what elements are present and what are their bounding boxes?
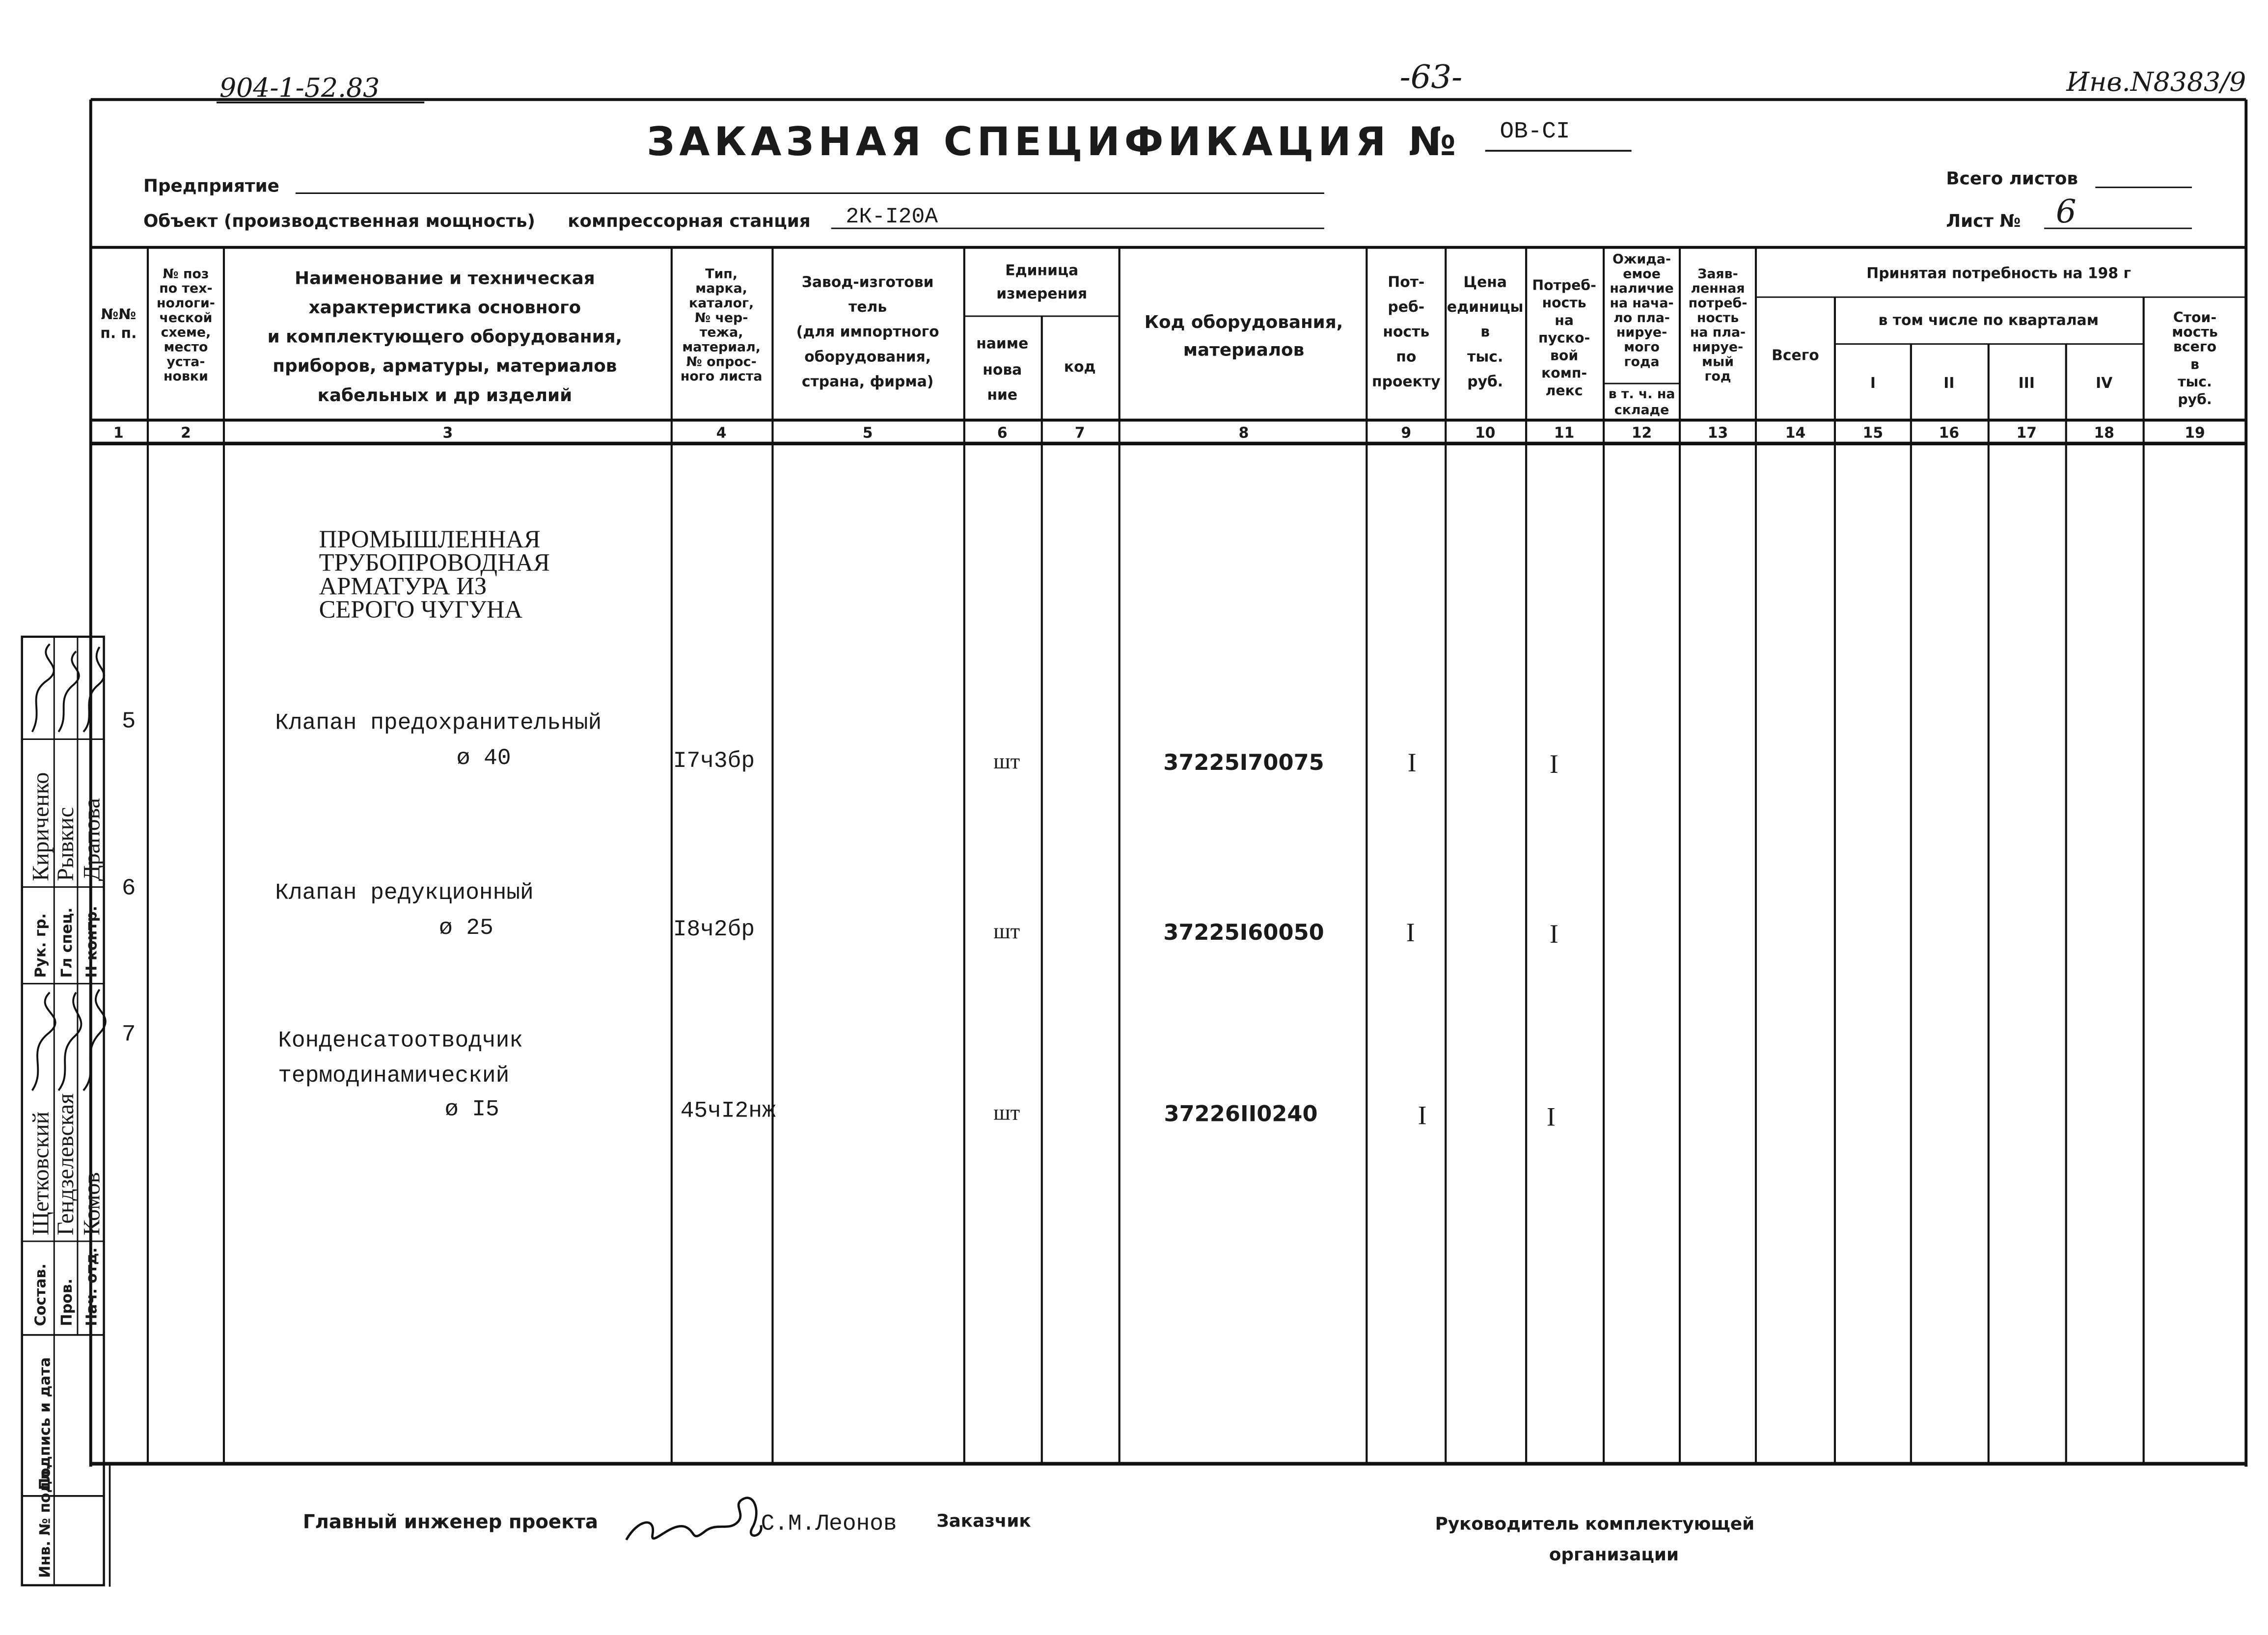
item-type: I8ч2бр — [673, 916, 755, 942]
item-code: 37226II0240 — [1164, 1101, 1318, 1127]
need-startup: I — [1549, 919, 1558, 949]
stamp-name: Драпова — [79, 798, 105, 881]
section-heading: ПРОМЫШЛЕННАЯ ТРУБОПРОВОДНАЯ АРМАТУРА ИЗ СЕРОГО ЧУГУНА — [319, 525, 550, 624]
col-9-header: Пот-реб-ность по проекту — [1372, 273, 1441, 391]
item-unit: шт — [993, 1100, 1020, 1125]
item-code: 37225I70075 — [1163, 750, 1324, 776]
document-code: 904-1-52.83 — [219, 72, 380, 103]
sheet-label: Лист № — [1946, 211, 2021, 232]
col-11-header: Потреб-ность на пуско-вой комп-лекс — [1532, 277, 1596, 399]
form-title: ЗАКАЗНАЯ СПЕЦИФИКАЦИЯ № — [647, 118, 1461, 165]
item-name: Конденсатоотводчик — [278, 1028, 523, 1054]
need-startup: I — [1546, 1102, 1556, 1132]
stamp-name: Гендзелевская — [53, 1093, 79, 1236]
col-number: 15 — [1862, 424, 1884, 442]
unit-group-header: Единица измерения — [996, 262, 1088, 303]
col-8-header: Код оборудования, материалов — [1144, 312, 1343, 360]
col-12-subheader: в т. ч. на складе — [1608, 386, 1675, 418]
item-size: ø 40 — [456, 745, 511, 771]
item-type: I7ч3бр — [673, 748, 755, 774]
stamp-name: Кириченко — [28, 772, 54, 881]
col-number: 4 — [716, 424, 727, 442]
object-label: Объект (производственная мощность) — [143, 211, 535, 232]
item-size: ø 25 — [439, 915, 493, 941]
table-row — [122, 708, 1558, 779]
col-number: 10 — [1475, 424, 1496, 442]
stamp-name: Комов — [79, 1172, 105, 1236]
stamp-role: Н контр. — [83, 905, 101, 978]
col-number: 7 — [1074, 424, 1085, 442]
spec-table-grid — [91, 247, 2246, 1587]
customer-label: Заказчик — [936, 1511, 1031, 1531]
quarters-group-header: в том числе по кварталам — [1878, 311, 2099, 329]
col-10-header: Цена единицы в тыс. руб. — [1447, 273, 1524, 391]
signature-date-label: Подпись и дата — [36, 1357, 54, 1490]
row-number: 6 — [121, 875, 136, 902]
chief-engineer-signature — [626, 1498, 761, 1540]
item-name: Клапан предохранительный — [275, 710, 602, 736]
accepted-group-header: Принятая потребность на 198 г — [1866, 265, 2131, 282]
col-number: 1 — [113, 424, 124, 442]
chief-engineer-label: Главный инженер проекта — [302, 1511, 599, 1533]
row-number: 7 — [121, 1021, 136, 1048]
col-3-header: Наименование и техническая характеристика основного и комплектующего оборудования, приборов, арматуры, материалов кабельных и др изделий — [267, 268, 623, 406]
stamp-name: Рывкис — [53, 807, 79, 881]
col-number: 13 — [1707, 424, 1728, 442]
col-number: 6 — [997, 424, 1008, 442]
col-1-header: №№ п. п. — [100, 305, 137, 342]
col-17-header: III — [2018, 375, 2035, 392]
col-15-header: I — [1870, 375, 1876, 392]
col-number: 5 — [862, 424, 873, 442]
col-number: 18 — [2094, 424, 2114, 442]
stamp-names — [28, 772, 105, 1235]
col-14-header: Всего — [1772, 347, 1819, 364]
col-5-header: Завод-изготови тель (для импортного оборудования, страна, фирма) — [796, 273, 939, 391]
col-12-header: Ожида-емое наличие на нача-ло пла-нируе-мого года — [1610, 251, 1674, 370]
item-code: 37225I60050 — [1163, 919, 1324, 945]
table-row — [122, 875, 1558, 949]
stamp-role: Состав. — [32, 1263, 50, 1326]
col-number: 14 — [1785, 424, 1806, 442]
col-19-header: Стои-мость всего в тыс. руб. — [2172, 309, 2218, 408]
col-13-header: Заяв-ленная потреб-ность на пла-нируе-мый год — [1688, 266, 1748, 384]
column-numbers-row — [113, 424, 2205, 441]
col-7-header: код — [1064, 358, 1096, 376]
column-headers — [100, 252, 2218, 418]
chief-engineer-name: С.М.Леонов — [761, 1511, 897, 1537]
need-startup: I — [1549, 749, 1558, 779]
col-number: 9 — [1401, 424, 1412, 442]
item-unit: шт — [993, 749, 1020, 774]
spec-number: ОВ-СI — [1500, 118, 1570, 145]
col-number: 2 — [181, 424, 191, 442]
item-unit: шт — [993, 918, 1020, 943]
stamp-role: Гл спец. — [58, 907, 76, 978]
inventory-number: Инв.N8383/9 — [2066, 66, 2246, 97]
col-number: 17 — [2016, 424, 2037, 442]
stamp-role: Нач. отд. — [83, 1247, 101, 1326]
item-name-line2: термодинамический — [278, 1063, 510, 1089]
stamp-role: Пров. — [58, 1279, 76, 1326]
inv-number-label: Инв. № подл. — [36, 1465, 54, 1578]
supplier-label: Руководитель комплектующей организации — [1435, 1514, 1755, 1565]
sheet-number: 6 — [2055, 193, 2077, 231]
stamp-name: Щетковский — [28, 1111, 54, 1236]
total-sheets-label: Всего листов — [1946, 168, 2078, 189]
col-16-header: II — [1943, 375, 1955, 392]
need-by-project: I — [1407, 748, 1417, 778]
item-type: 45чI2нж — [680, 1098, 776, 1124]
need-by-project: I — [1406, 917, 1415, 947]
col-number: 12 — [1631, 424, 1652, 442]
page-number: -63- — [1399, 58, 1463, 96]
need-by-project: I — [1418, 1100, 1427, 1130]
col-number: 16 — [1939, 424, 1960, 442]
stamp-role: Рук. гр. — [32, 913, 50, 978]
object-value: 2К-I20А — [846, 205, 938, 230]
row-number: 5 — [121, 708, 136, 735]
col-number: 3 — [442, 424, 453, 442]
col-6-header: наиме нова ние — [976, 335, 1029, 404]
object-value-label: компрессорная станция — [568, 211, 811, 232]
col-4-header: Тип, марка, каталог, № чер-тежа, материал, № опрос-ного листа — [680, 266, 763, 384]
col-number: 11 — [1554, 424, 1575, 442]
item-name: Клапан редукционный — [275, 880, 534, 906]
col-18-header: IV — [2096, 375, 2113, 392]
enterprise-label: Предприятие — [143, 176, 279, 196]
col-2-header: № поз по тех-нологи-ческой схеме, место уста-новки — [157, 266, 215, 384]
col-number: 8 — [1238, 424, 1249, 442]
table-row — [122, 1022, 1556, 1132]
item-size: ø I5 — [444, 1096, 499, 1122]
col-number: 19 — [2185, 424, 2205, 442]
